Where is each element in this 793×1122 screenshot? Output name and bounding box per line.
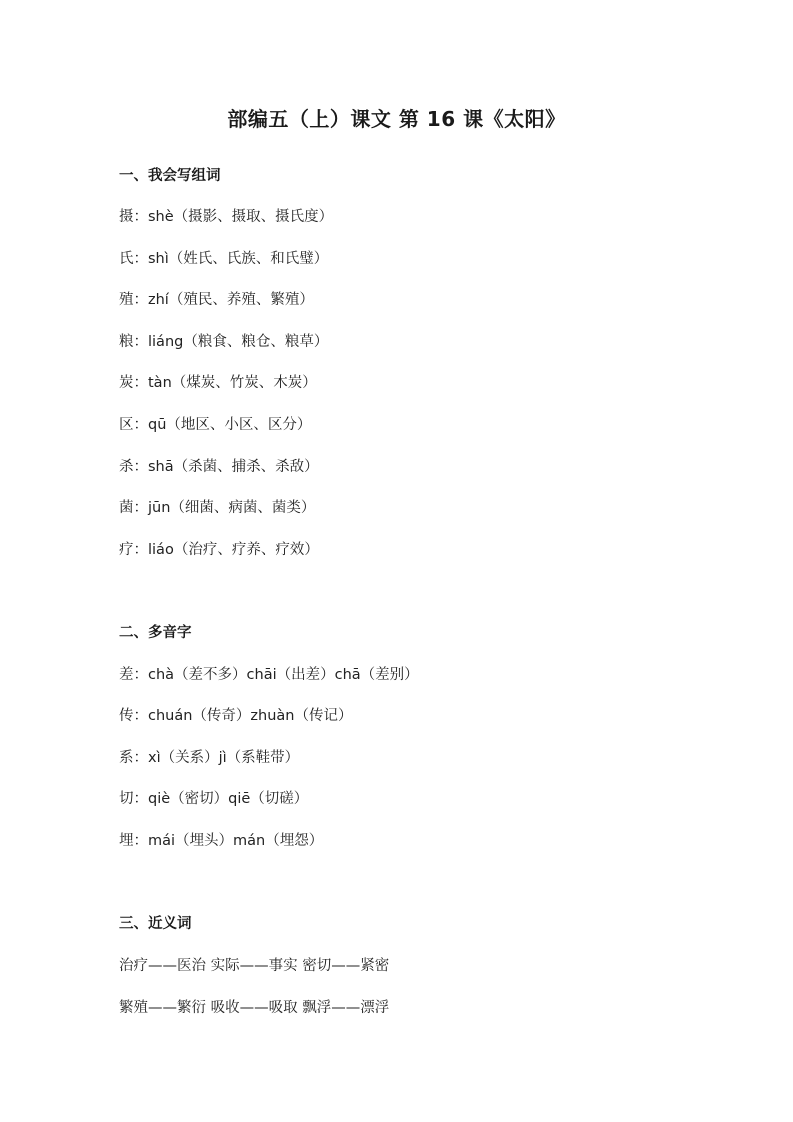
list-item: 殖：zhí（殖民、养殖、繁殖） (119, 292, 314, 308)
list-item: 传：chuán（传奇）zhuàn（传记） (119, 708, 353, 724)
section-heading-synonyms: 三、近义词 (119, 916, 192, 932)
section-heading-write-words: 一、我会写组词 (119, 168, 221, 184)
list-item: 埋：mái（埋头）mán（埋怨） (119, 833, 324, 849)
page-title: 部编五（上）课文 第 16 课《太阳》 (227, 107, 566, 131)
list-item: 杀：shā（杀菌、捕杀、杀敌） (119, 459, 319, 475)
list-item: 切：qiè（密切）qiē（切磋） (119, 791, 309, 807)
list-item: 区：qū（地区、小区、区分） (119, 417, 312, 433)
list-item: 菌：jūn（细菌、病菌、菌类） (119, 500, 316, 516)
list-item: 系：xì（关系）jì（系鞋带） (119, 750, 300, 766)
list-item: 摄：shè（摄影、摄取、摄氏度） (119, 209, 334, 225)
list-item: 氏：shì（姓氏、氏族、和氏璧） (119, 251, 329, 267)
section-heading-polyphones: 二、多音字 (119, 625, 192, 641)
list-item: 治疗——医治 实际——事实 密切——紧密 (119, 958, 390, 974)
list-item: 差：chà（差不多）chāi（出差）chā（差别） (119, 667, 419, 683)
list-item: 繁殖——繁衍 吸收——吸取 飘浮——漂浮 (119, 1000, 390, 1016)
list-item: 粮：liáng（粮食、粮仓、粮草） (119, 334, 329, 350)
list-item: 疗：liáo（治疗、疗养、疗效） (119, 542, 319, 558)
list-item: 炭：tàn（煤炭、竹炭、木炭） (119, 375, 317, 391)
